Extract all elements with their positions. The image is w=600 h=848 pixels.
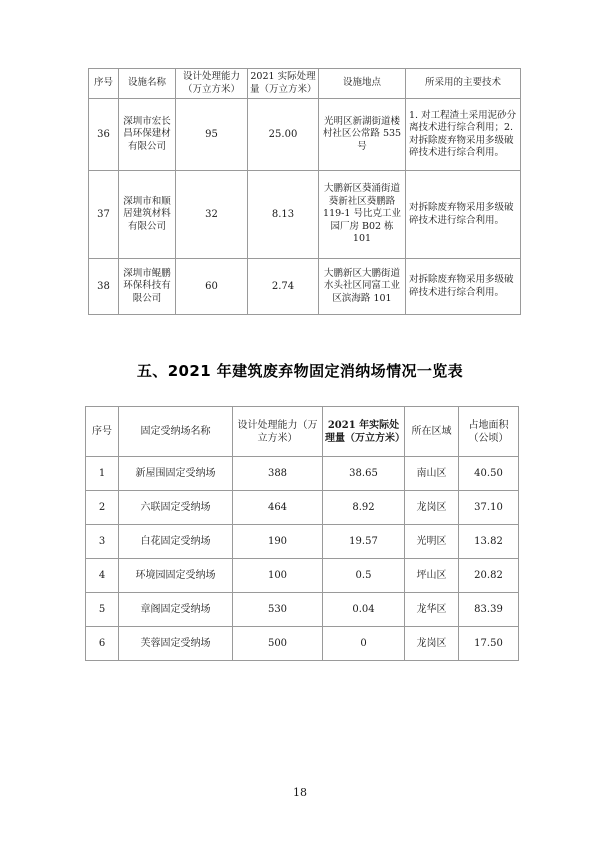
cell-actual: 0.04 xyxy=(323,593,405,627)
cell-tech: 1. 对工程渣土采用泥砂分离技术进行综合利用；2. 对拆除废弃物采用多级破碎技术进行综合利用。 xyxy=(406,99,521,171)
col-header-place: 设施地点 xyxy=(319,69,406,99)
cell-actual: 8.13 xyxy=(248,171,319,259)
col-header-capacity: 设计处理能力（万立方米） xyxy=(176,69,248,99)
col-header-land: 占地面积（公顷） xyxy=(459,407,519,457)
cell-actual: 38.65 xyxy=(323,457,405,491)
fixed-site-table xyxy=(85,406,519,661)
cell-land: 13.82 xyxy=(459,525,519,559)
cell-land: 40.50 xyxy=(459,457,519,491)
cell-name: 章阁固定受纳场 xyxy=(119,593,233,627)
cell-actual: 19.57 xyxy=(323,525,405,559)
cell-district: 光明区 xyxy=(405,525,459,559)
cell-capacity: 100 xyxy=(233,559,323,593)
cell-capacity: 464 xyxy=(233,491,323,525)
cell-actual: 2.74 xyxy=(248,259,319,315)
col-header-name: 设施名称 xyxy=(119,69,176,99)
cell-district: 龙华区 xyxy=(405,593,459,627)
col-header-actual: 2021 实际处理量（万立方米） xyxy=(248,69,319,99)
cell-name: 芙蓉固定受纳场 xyxy=(119,627,233,661)
table-row xyxy=(86,491,519,525)
table-row xyxy=(86,559,519,593)
section-heading: 五、2021 年建筑废弃物固定消纳场情况一览表 xyxy=(136,362,464,380)
cell-capacity: 388 xyxy=(233,457,323,491)
cell-actual: 0.5 xyxy=(323,559,405,593)
table-row xyxy=(89,99,521,171)
table-row xyxy=(86,593,519,627)
cell-actual: 0 xyxy=(323,627,405,661)
table-row xyxy=(86,525,519,559)
cell-seq: 5 xyxy=(86,593,119,627)
cell-seq: 6 xyxy=(86,627,119,661)
cell-capacity: 60 xyxy=(176,259,248,315)
cell-district: 龙岗区 xyxy=(405,491,459,525)
cell-name: 深圳市宏长昌环保建材有限公司 xyxy=(119,99,176,171)
col-header-tech: 所采用的主要技术 xyxy=(406,69,521,99)
cell-seq: 37 xyxy=(89,171,119,259)
table-header-row xyxy=(89,69,521,99)
col-header-name: 固定受纳场名称 xyxy=(119,407,233,457)
cell-land: 83.39 xyxy=(459,593,519,627)
cell-actual: 25.00 xyxy=(248,99,319,171)
table-row xyxy=(86,627,519,661)
table-row xyxy=(89,171,521,259)
cell-capacity: 32 xyxy=(176,171,248,259)
cell-seq: 36 xyxy=(89,99,119,171)
cell-actual: 8.92 xyxy=(323,491,405,525)
cell-seq: 2 xyxy=(86,491,119,525)
cell-tech: 对拆除废弃物采用多级破碎技术进行综合利用。 xyxy=(406,259,521,315)
col-header-actual: 2021 年实际处理量（万立方米） xyxy=(323,407,405,457)
table-row xyxy=(86,457,519,491)
cell-seq: 3 xyxy=(86,525,119,559)
col-header-seq: 序号 xyxy=(86,407,119,457)
cell-name: 深圳市鲲鹏环保科技有限公司 xyxy=(119,259,176,315)
cell-name: 六联固定受纳场 xyxy=(119,491,233,525)
cell-capacity: 530 xyxy=(233,593,323,627)
cell-seq: 38 xyxy=(89,259,119,315)
table-header-row xyxy=(86,407,519,457)
cell-seq: 1 xyxy=(86,457,119,491)
cell-district: 南山区 xyxy=(405,457,459,491)
cell-district: 龙岗区 xyxy=(405,627,459,661)
facility-table xyxy=(88,68,521,315)
cell-land: 17.50 xyxy=(459,627,519,661)
cell-name: 深圳市和顺居建筑材料有限公司 xyxy=(119,171,176,259)
col-header-capacity: 设计处理能力（万立方米） xyxy=(233,407,323,457)
cell-place: 大鹏新区大鹏街道水头社区同富工业区滨海路 101 xyxy=(319,259,406,315)
table-row xyxy=(89,259,521,315)
cell-seq: 4 xyxy=(86,559,119,593)
cell-district: 坪山区 xyxy=(405,559,459,593)
cell-capacity: 500 xyxy=(233,627,323,661)
cell-land: 20.82 xyxy=(459,559,519,593)
col-header-seq: 序号 xyxy=(89,69,119,99)
cell-capacity: 190 xyxy=(233,525,323,559)
cell-place: 大鹏新区葵涌街道葵新社区葵鹏路 119-1 号比克工业园厂房 B02 栋 101 xyxy=(319,171,406,259)
cell-name: 环境园固定受纳场 xyxy=(119,559,233,593)
cell-name: 白花固定受纳场 xyxy=(119,525,233,559)
cell-land: 37.10 xyxy=(459,491,519,525)
cell-tech: 对拆除废弃物采用多级破碎技术进行综合利用。 xyxy=(406,171,521,259)
col-header-district: 所在区域 xyxy=(405,407,459,457)
cell-name: 新屋围固定受纳场 xyxy=(119,457,233,491)
cell-capacity: 95 xyxy=(176,99,248,171)
page-number: 18 xyxy=(293,786,307,799)
cell-place: 光明区新湖街道楼村社区公常路 535 号 xyxy=(319,99,406,171)
